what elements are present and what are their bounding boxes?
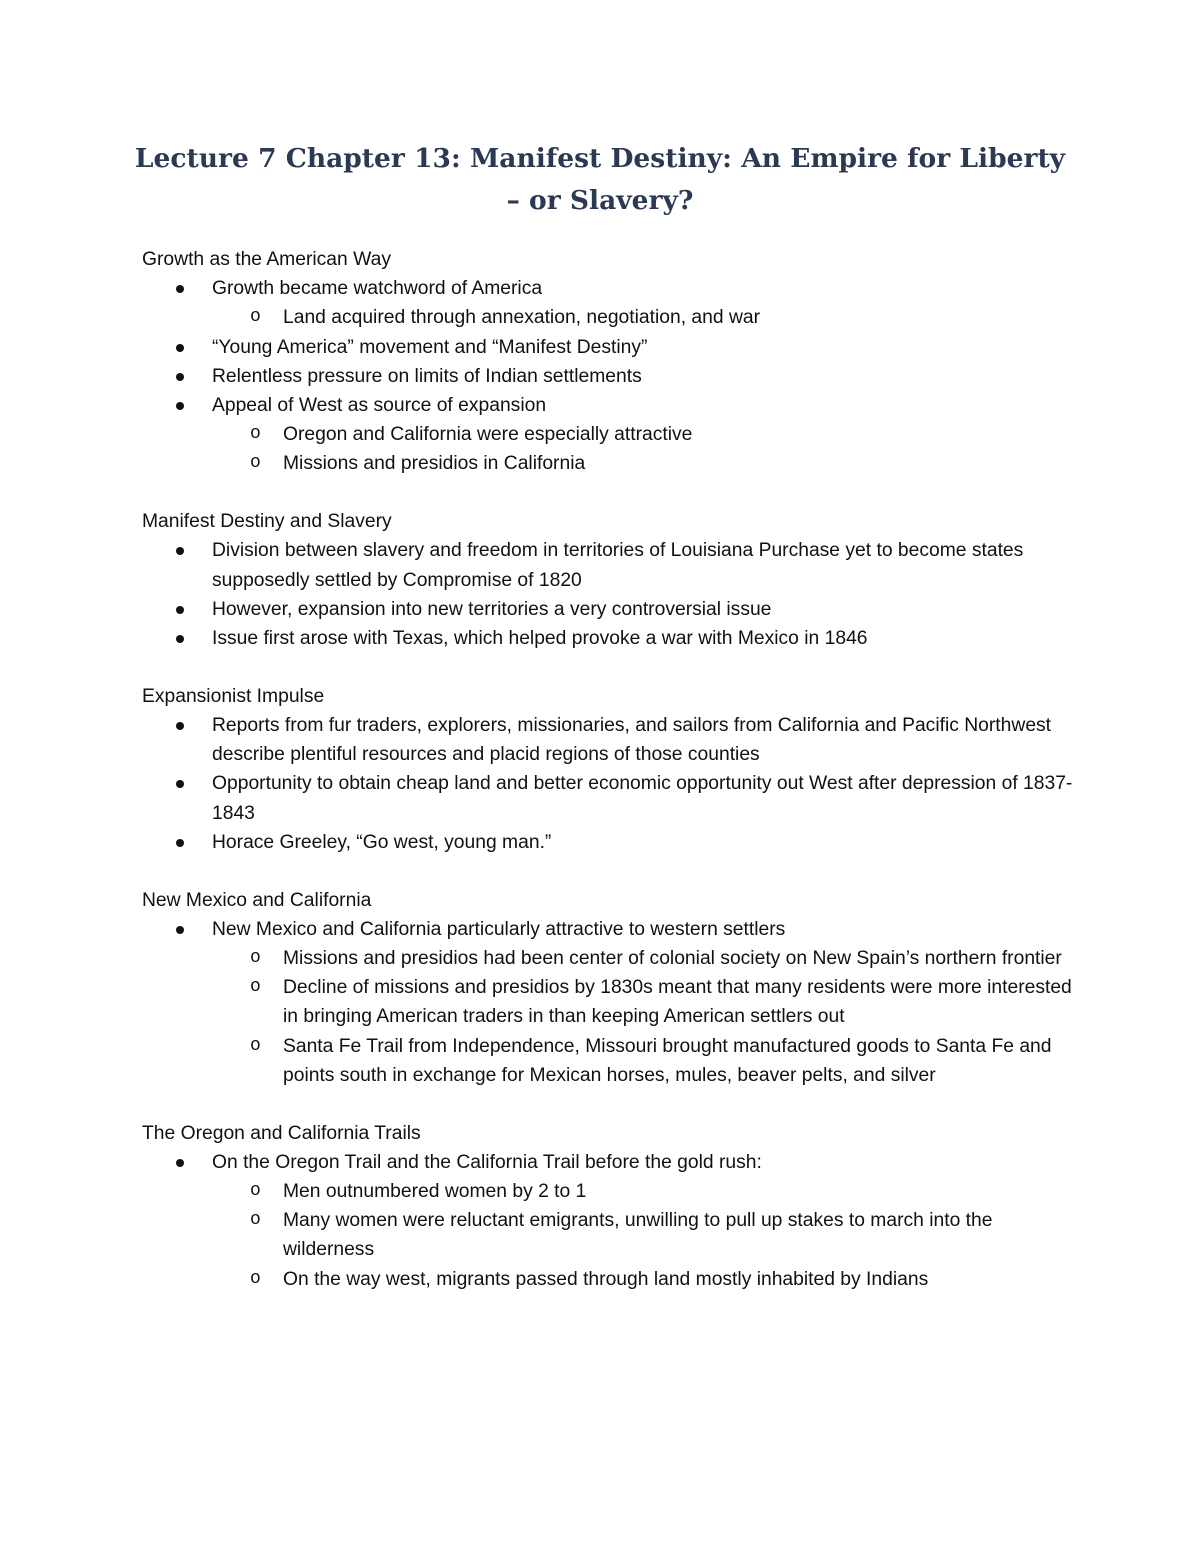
- sub-bullet-item: [142, 973, 1082, 1031]
- outline-section: [142, 682, 1082, 857]
- sub-bullet-text: Land acquired through annexation, negotiation, and war: [283, 307, 761, 329]
- bullet-dot-icon: [176, 402, 184, 410]
- sub-bullet-item: [142, 944, 1082, 973]
- bullet-item: [142, 595, 1082, 624]
- outline-section: [142, 507, 1082, 653]
- bullet-item: [142, 769, 1082, 827]
- hollow-bullet-icon: o: [250, 1035, 261, 1056]
- bullet-text: “Young America” movement and “Manifest Destiny”: [212, 336, 648, 358]
- hollow-bullet-icon: o: [250, 424, 261, 445]
- sub-bullet-item: [142, 303, 1082, 332]
- section-heading: Expansionist Impulse: [142, 685, 325, 707]
- sub-bullet-text: Many women were reluctant emigrants, unwilling to pull up stakes to march into the wilderness: [283, 1210, 993, 1261]
- bullet-item: [142, 362, 1082, 391]
- section-heading: Manifest Destiny and Slavery: [142, 511, 392, 533]
- bullet-text: However, expansion into new territories a very controversial issue: [212, 598, 772, 620]
- bullet-text: Relentless pressure on limits of Indian settlements: [212, 365, 642, 387]
- bullet-dot-icon: [176, 780, 184, 788]
- bullet-text: Opportunity to obtain cheap land and better economic opportunity out West after depression of 1837-1843: [212, 773, 1073, 824]
- bullet-dot-icon: [176, 722, 184, 730]
- bullet-text: New Mexico and California particularly attractive to western settlers: [212, 918, 786, 940]
- bullet-item: [142, 333, 1082, 362]
- bullet-item: [142, 624, 1082, 653]
- sub-bullet-item: [142, 449, 1082, 478]
- sub-bullet-text: Santa Fe Trail from Independence, Missouri brought manufactured goods to Santa Fe and points south in exchange for Mexican horses, mules, beaver pelts, and silver: [283, 1035, 1052, 1086]
- outline-section: [142, 245, 1082, 479]
- bullet-dot-icon: [176, 547, 184, 555]
- outline-section: [142, 1119, 1082, 1294]
- hollow-bullet-icon: o: [250, 453, 261, 474]
- bullet-dot-icon: [176, 606, 184, 614]
- bullet-dot-icon: [176, 285, 184, 293]
- section-heading: Growth as the American Way: [142, 249, 391, 270]
- bullet-dot-icon: [176, 926, 184, 934]
- outline-section: [142, 886, 1082, 1090]
- sub-bullet-text: Oregon and California were especially attractive: [283, 424, 693, 446]
- sub-bullet-text: Missions and presidios had been center of colonial society on New Spain’s northern frontier: [283, 948, 1062, 970]
- hollow-bullet-icon: o: [250, 948, 261, 969]
- sub-bullet-text: Men outnumbered women by 2 to 1: [283, 1181, 587, 1203]
- bullet-dot-icon: [176, 1159, 184, 1167]
- bullet-text: Growth became watchword of America: [212, 278, 543, 300]
- bullet-item: [142, 274, 1082, 303]
- section-heading: New Mexico and California: [142, 889, 372, 911]
- bullet-item: [142, 711, 1082, 769]
- bullet-text: Reports from fur traders, explorers, missionaries, and sailors from California and Pacific Northwest describe plentiful resources and placid regions of those counties: [212, 715, 1052, 766]
- sub-bullet-text: Decline of missions and presidios by 1830s meant that many residents were more interested in bringing American traders in than keeping American settlers out: [283, 977, 1072, 1028]
- bullet-item: [142, 536, 1082, 594]
- section-heading: The Oregon and California Trails: [142, 1122, 421, 1144]
- hollow-bullet-icon: o: [250, 307, 261, 328]
- sub-bullet-item: [142, 1032, 1082, 1090]
- bullet-list: [142, 915, 1082, 1090]
- bullet-dot-icon: [176, 373, 184, 381]
- sub-bullet-item: [142, 1177, 1082, 1206]
- sub-bullet-text: On the way west, migrants passed through land mostly inhabited by Indians: [283, 1268, 929, 1290]
- bullet-text: On the Oregon Trail and the California Trail before the gold rush:: [212, 1151, 762, 1173]
- bullet-list: [142, 1148, 1082, 1294]
- bullet-text: Issue first arose with Texas, which helped provoke a war with Mexico in 1846: [212, 628, 868, 650]
- sub-bullet-item: [142, 420, 1082, 449]
- document-title: Lecture 7 Chapter 13: Manifest Destiny: An Empire for Liberty – or Slavery?: [134, 143, 1066, 216]
- bullet-item: [142, 828, 1082, 857]
- hollow-bullet-icon: o: [250, 1268, 261, 1289]
- sub-bullet-item: [142, 1265, 1082, 1294]
- bullet-dot-icon: [176, 839, 184, 847]
- hollow-bullet-icon: o: [250, 1210, 261, 1231]
- bullet-text: Appeal of West as source of expansion: [212, 395, 547, 417]
- bullet-list: [142, 536, 1082, 653]
- bullet-item: [142, 915, 1082, 944]
- bullet-list: [142, 711, 1082, 857]
- bullet-text: Division between slavery and freedom in territories of Louisiana Purchase yet to become states supposedly settled by Compromise of 1820: [212, 540, 1024, 591]
- hollow-bullet-icon: o: [250, 977, 261, 998]
- bullet-text: Horace Greeley, “Go west, young man.”: [212, 831, 552, 853]
- bullet-item: [142, 391, 1082, 420]
- document-body: [142, 245, 1082, 1322]
- bullet-list: [142, 274, 1082, 478]
- hollow-bullet-icon: o: [250, 1181, 261, 1202]
- bullet-dot-icon: [176, 344, 184, 352]
- bullet-item: [142, 1148, 1082, 1177]
- sub-bullet-item: [142, 1206, 1082, 1264]
- bullet-dot-icon: [176, 635, 184, 643]
- sub-bullet-text: Missions and presidios in California: [283, 453, 586, 475]
